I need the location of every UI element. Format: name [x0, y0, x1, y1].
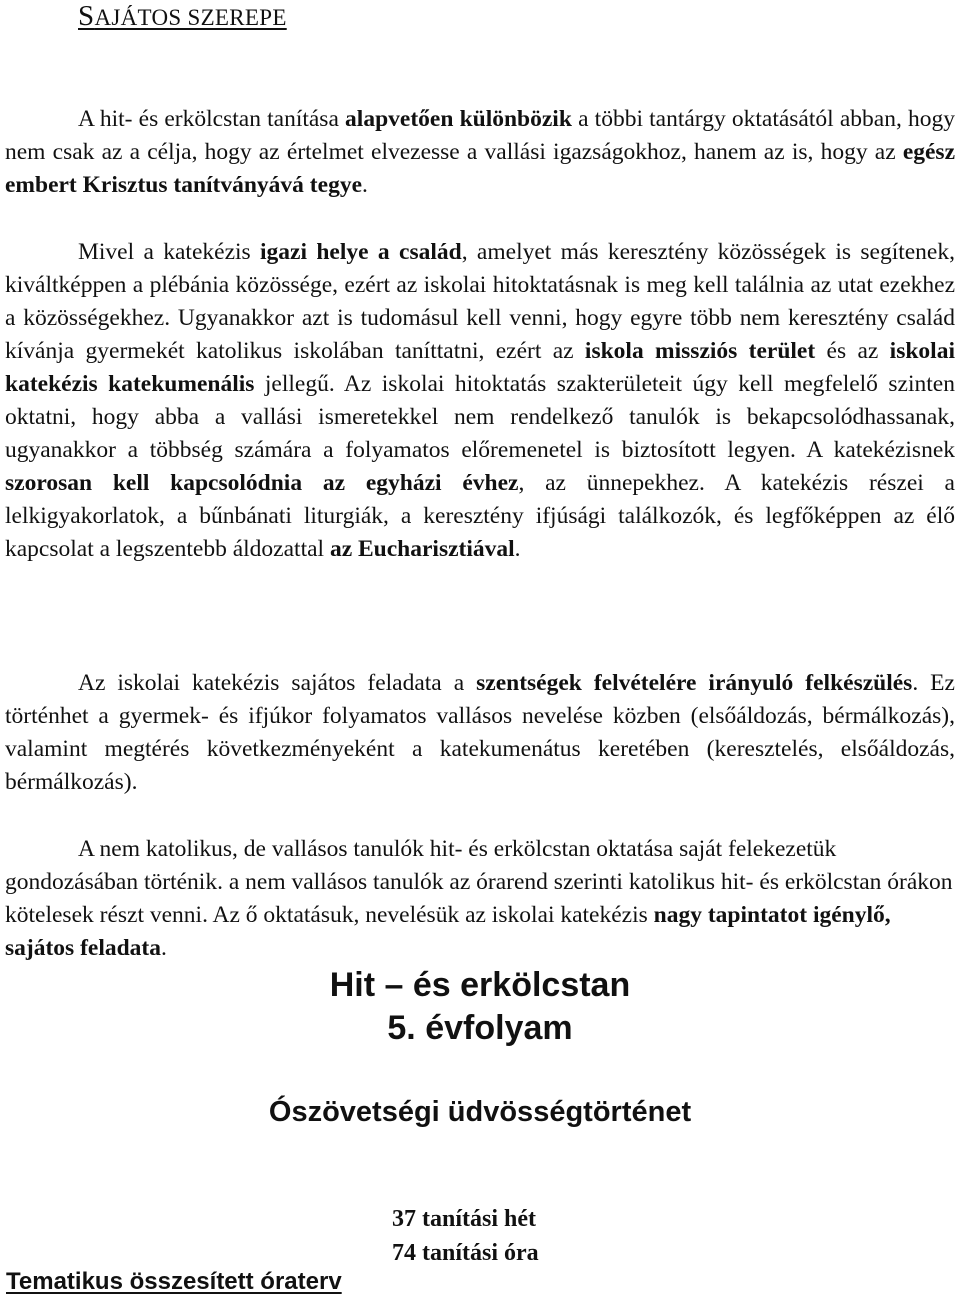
emphasis-church-year: szorosan kell kapcsolódnia az egyházi évhez [5, 470, 519, 496]
section-title-initial: S [78, 0, 95, 32]
emphasis-mission-field: iskola missziós terület [584, 338, 816, 364]
emphasis-whole-person: egész embert Krisztus tanítványává tegye [5, 139, 955, 198]
course-title: Hit – és erkölcstan [329, 966, 631, 1004]
section-title-rest: AJÁTOS SZEREPE [94, 5, 287, 30]
section-title [78, 0, 287, 33]
paragraph-sacraments: Az iskolai katekézis sajátos feladata a szentségek felvételére irányuló felkészülés. Ez történhet a gyermek- és ifjúkor folyamatos vallásos nevelése közben (elsőáldozás, bérmálkozás), valamint megtérés következményeként a katekumenátus keretében (keresztelés, elsőáldozás, bérmálkozás). [5, 670, 955, 795]
teaching-hours: 74 tanítási óra [392, 1240, 539, 1266]
course-subtitle: Ószövetségi üdvösségtörténet [268, 1096, 692, 1128]
emphasis-sacrament-preparation: szentségek felvételére irányuló felkészülés [476, 670, 913, 696]
teaching-weeks: 37 tanítási hét [392, 1206, 536, 1232]
teaching-stats [392, 1202, 539, 1270]
emphasis-family: igazi helye a család [260, 239, 462, 265]
grade-title: 5. évfolyam [387, 1009, 573, 1047]
emphasis-tactful-task: nagy tapintatot igénylő, sajátos feladata [5, 902, 891, 961]
emphasis-eucharist: az Eucharisztiával [329, 536, 515, 562]
emphasis-catechumenal: iskolai katekézis katekumenális [5, 338, 955, 397]
paragraph-distinct-nature: A hit- és erkölcstan tanítása alapvetően különbözik a többi tantárgy oktatásától abban, hogy nem csak az a célja, hogy az értelmet elvezesse a vallási igazságokhoz, hanem az is, hogy az egész embert Krisztus tanítványává tegye. [5, 106, 955, 198]
paragraph-place-of-catechesis: Mivel a katekézis igazi helye a család, amelyet más keresztény közösségek is segítenek, kiváltképpen a plébánia közössége, ezért az iskolai hitoktatásnak is meg kell találnia az utat ezekhez a közösségekhez. Ugyanakkor azt is tudomásul kell venni, hogy egyre több nem keresztény család kívánja gyermekét katolikus iskolában taníttatni, ezért az iskola missziós terület és az iskolai katekézis katekumenális jellegű. Az iskolai hitoktatás szakterületeit úgy kell megfelelő szinten oktatni, hogy abba a vallási ismeretekkel nem rendelkező tanulók is bekapcsolódhassanak, ugyanakkor a többség számára a folyamatos előremenetel is biztosított legyen. A katekézisnek szorosan kell kapcsolódnia az egyházi évhez, az ünnepekhez. A katekézis részei a lelkigyakorlatok, a bűnbánati liturgiák, a keresztény ifjúsági találkozók, és legfőképpen az élő kapcsolat a legszentebb áldozattal az Eucharisztiával. [5, 239, 955, 562]
paragraph-non-catholic-students: A nem katolikus, de vallásos tanulók hit- és erkölcstan oktatása saját felekezetük gondozásában történik. a nem vallásos tanulók az órarend szerinti katolikus hit- és erkölcstan órákon kötelesek részt venni. Az ő oktatásuk, nevelésük az iskolai katekézis nagy tapintatot igénylő, sajátos feladata. [5, 836, 953, 961]
emphasis-fundamentally-different: alapvetően különbözik [345, 106, 572, 132]
lesson-plan-title: Tematikus összesített óraterv [6, 1268, 342, 1295]
